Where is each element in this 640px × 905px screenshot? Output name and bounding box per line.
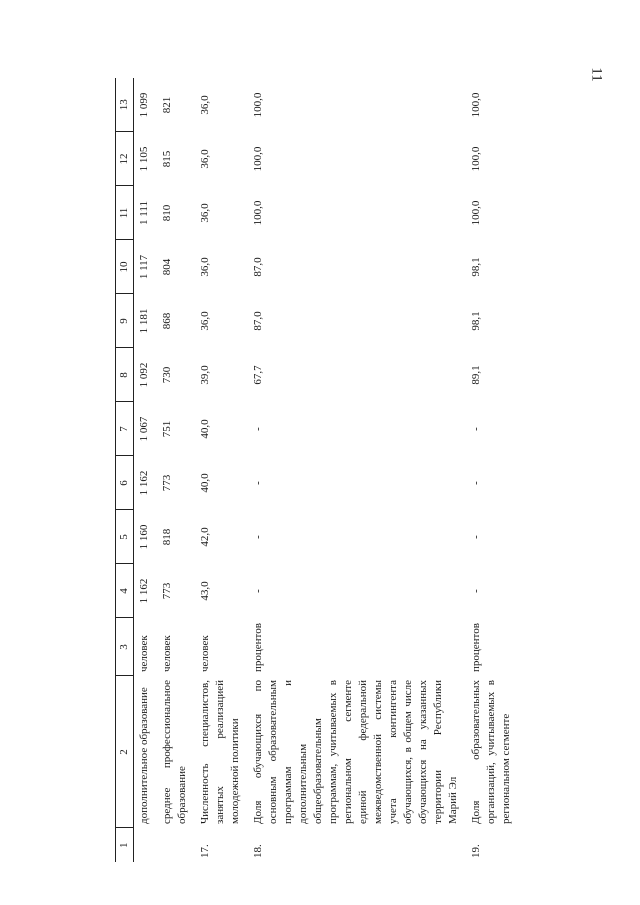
indicator-value: 100,0 bbox=[470, 92, 482, 118]
column-header: 11 bbox=[116, 186, 134, 240]
indicator-value: 36,0 bbox=[199, 203, 211, 223]
unit-of-measure: человек bbox=[138, 635, 150, 672]
indicator-value: 1 099 bbox=[138, 92, 150, 118]
indicator-value: - bbox=[470, 535, 482, 539]
indicator-value: 1 160 bbox=[138, 524, 150, 550]
column-header: 1 bbox=[116, 828, 134, 862]
indicator-value: 773 bbox=[161, 474, 173, 492]
column-header: 13 bbox=[116, 78, 134, 132]
column-header: 3 bbox=[116, 618, 134, 676]
indicator-value: 821 bbox=[161, 96, 173, 114]
indicator-value: 751 bbox=[161, 420, 173, 438]
indicator-value: 36,0 bbox=[199, 149, 211, 169]
indicator-value: 89,1 bbox=[470, 365, 482, 385]
indicator-value: 100,0 bbox=[252, 92, 264, 118]
column-header: 9 bbox=[116, 294, 134, 348]
row-number: 18. bbox=[252, 844, 264, 858]
row-number: 19. bbox=[470, 844, 482, 858]
indicator-value: - bbox=[470, 481, 482, 485]
unit-of-measure: процентов bbox=[252, 623, 264, 672]
column-header: 6 bbox=[116, 456, 134, 510]
indicator-value: 87,0 bbox=[252, 257, 264, 277]
unit-of-measure: человек bbox=[161, 635, 173, 672]
indicator-value: 43,0 bbox=[199, 581, 211, 601]
indicator-value: - bbox=[252, 427, 264, 431]
column-header: 7 bbox=[116, 402, 134, 456]
table-row bbox=[134, 78, 158, 862]
table-body bbox=[134, 78, 520, 862]
indicator-value: 773 bbox=[161, 582, 173, 600]
indicator-name: Численность специалистов, занятых реализацией молодежной политики bbox=[199, 680, 241, 824]
column-header: 4 bbox=[116, 564, 134, 618]
table-row bbox=[195, 78, 248, 862]
column-header: 2 bbox=[116, 676, 134, 828]
indicator-value: 1 117 bbox=[138, 254, 150, 280]
indicator-value: 1 105 bbox=[138, 146, 150, 172]
indicator-value: 40,0 bbox=[199, 473, 211, 493]
indicator-value: 39,0 bbox=[199, 365, 211, 385]
indicator-value: 1 162 bbox=[138, 578, 150, 604]
indicator-value: 730 bbox=[161, 366, 173, 384]
indicator-value: 810 bbox=[161, 204, 173, 222]
table-row bbox=[248, 78, 466, 862]
indicator-name: Доля образовательных организаций, учитываемых в региональном сегменте bbox=[470, 680, 512, 824]
table-header-row bbox=[116, 78, 134, 862]
indicator-table bbox=[115, 78, 519, 862]
indicator-value: - bbox=[252, 481, 264, 485]
indicator-value: 1 162 bbox=[138, 470, 150, 496]
indicator-value: 100,0 bbox=[470, 146, 482, 172]
indicator-value: 1 111 bbox=[138, 201, 150, 225]
row-number bbox=[157, 828, 195, 862]
indicator-value: 100,0 bbox=[470, 200, 482, 226]
indicator-value: 1 092 bbox=[138, 362, 150, 388]
unit-of-measure: человек bbox=[199, 635, 211, 672]
indicator-value: 36,0 bbox=[199, 311, 211, 331]
table-row bbox=[157, 78, 195, 862]
indicator-name: дополнительное образование bbox=[138, 687, 150, 824]
indicator-value: 100,0 bbox=[252, 146, 264, 172]
indicator-value: 818 bbox=[161, 528, 173, 546]
indicator-value: - bbox=[252, 535, 264, 539]
row-number bbox=[134, 828, 158, 862]
indicator-value: 42,0 bbox=[199, 527, 211, 547]
indicator-value: 40,0 bbox=[199, 419, 211, 439]
column-header: 10 bbox=[116, 240, 134, 294]
indicator-value: 36,0 bbox=[199, 257, 211, 277]
unit-of-measure: процентов bbox=[470, 623, 482, 672]
indicator-value: - bbox=[470, 589, 482, 593]
indicator-value: 804 bbox=[161, 258, 173, 276]
indicator-value: 67,7 bbox=[252, 365, 264, 385]
indicator-value: 98,1 bbox=[470, 311, 482, 331]
column-header: 12 bbox=[116, 132, 134, 186]
indicator-value: 36,0 bbox=[199, 95, 211, 115]
column-header: 5 bbox=[116, 510, 134, 564]
indicator-value: 87,0 bbox=[252, 311, 264, 331]
column-header: 8 bbox=[116, 348, 134, 402]
page-number: 11 bbox=[588, 67, 605, 82]
table-row bbox=[466, 78, 519, 862]
indicator-name: Доля обучающихся по основным образовательным программам и дополнительным общеобразовательным программам, учитываемых в региональном сегменте единой федеральной межведомственной системы учета контингента обучающихся, в общем числе обучающихся на указанных территории Республики Марий Эл bbox=[252, 680, 459, 824]
indicator-value: 100,0 bbox=[252, 200, 264, 226]
indicator-value: 868 bbox=[161, 312, 173, 330]
indicator-value: - bbox=[252, 589, 264, 593]
indicator-table-sheet bbox=[115, 72, 635, 862]
indicator-value: 98,1 bbox=[470, 257, 482, 277]
indicator-value: 815 bbox=[161, 150, 173, 168]
indicator-value: 1 067 bbox=[138, 416, 150, 442]
indicator-value: - bbox=[470, 427, 482, 431]
indicator-name: среднее профессиональное образование bbox=[161, 680, 188, 824]
row-number: 17. bbox=[199, 844, 211, 858]
indicator-value: 1 181 bbox=[138, 308, 150, 334]
